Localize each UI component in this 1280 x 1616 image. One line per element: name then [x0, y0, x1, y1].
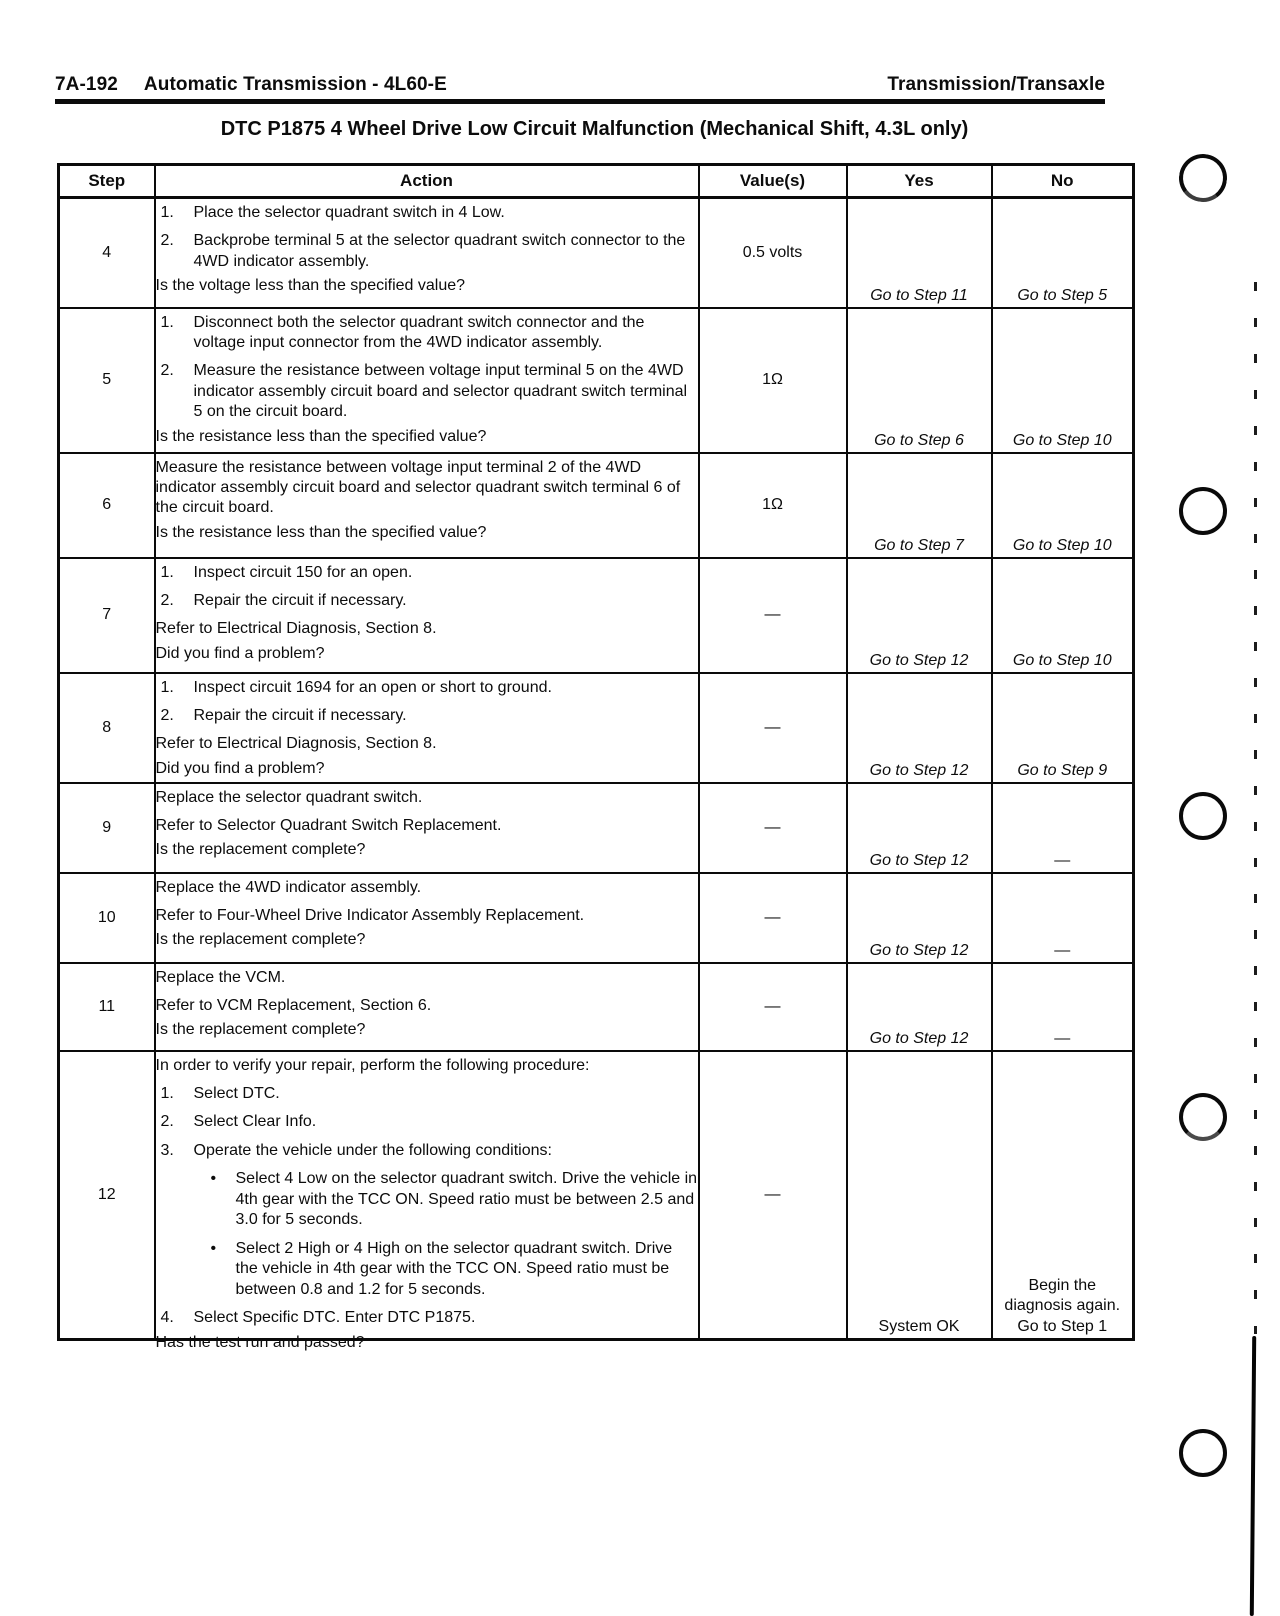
- binder-hole-icon: [1179, 792, 1227, 840]
- goto-text: —: [1054, 941, 1071, 959]
- action-cell: [155, 873, 699, 963]
- step-cell: 4: [59, 198, 155, 308]
- goto-text: Go to Step 10: [1012, 431, 1112, 449]
- action-item: [156, 203, 698, 223]
- list-number: 4.: [160, 1309, 174, 1327]
- action-text: Disconnect both the selector quadrant switch connector and the voltage input connector from the 4WD indicator assembly.: [193, 313, 645, 351]
- goto-text: Go to Step 9: [1017, 761, 1108, 779]
- value-cell: —: [699, 558, 847, 673]
- goto-text: Go to Step 6: [874, 431, 964, 449]
- action-item: [156, 678, 698, 698]
- yes-cell: [847, 963, 992, 1051]
- action-item: Refer to Selector Quadrant Switch Replacement.: [155, 816, 502, 834]
- step-cell: 6: [59, 453, 155, 558]
- action-text: Select 2 High or 4 High on the selector quadrant switch. Drive the vehicle in 4th gear with the TCC ON. Speed ratio must be between 0.8 and 1.2 for 5 seconds.: [235, 1239, 673, 1298]
- step-cell: 10: [59, 873, 155, 963]
- list-number: 2.: [160, 362, 174, 380]
- scan-edge-line: [1250, 1336, 1256, 1616]
- table-row: [59, 963, 1134, 1051]
- header-divider-rule: [55, 99, 1105, 104]
- action-cell: [155, 453, 699, 558]
- goto-text: —: [1054, 1029, 1071, 1047]
- table-row: [59, 558, 1134, 673]
- goto-text: Go to Step 7: [874, 536, 964, 554]
- binder-hole-icon: [1176, 151, 1230, 205]
- action-item: [156, 1112, 698, 1132]
- action-content: [155, 309, 698, 445]
- no-cell: [992, 673, 1134, 783]
- action-cell: [155, 1051, 699, 1351]
- action-item: [156, 1308, 698, 1328]
- goto-text: Go to Step 10: [1012, 651, 1112, 669]
- column-header: Action: [155, 165, 699, 198]
- goto-text: —: [1054, 851, 1071, 869]
- scan-dash-line: [1254, 282, 1257, 1334]
- table-header-row: [59, 165, 1134, 198]
- table-row: [59, 308, 1134, 453]
- table-body: [59, 198, 1134, 1351]
- table-row: [59, 198, 1134, 308]
- list-number: 1.: [160, 678, 174, 696]
- action-item: Is the resistance less than the specified value?: [155, 427, 487, 445]
- action-cell: [155, 558, 699, 673]
- bullet-icon: •: [210, 1239, 217, 1257]
- action-item: Refer to Electrical Diagnosis, Section 8.: [155, 620, 437, 638]
- action-text: Inspect circuit 150 for an open.: [193, 563, 413, 581]
- action-item: Is the replacement complete?: [155, 1021, 366, 1039]
- action-content: [155, 1052, 698, 1351]
- action-cell: [155, 308, 699, 453]
- step-cell: 7: [59, 558, 155, 673]
- action-text: Select Specific DTC. Enter DTC P1875.: [193, 1309, 476, 1327]
- step-cell: 9: [59, 783, 155, 873]
- action-text: Operate the vehicle under the following conditions:: [193, 1141, 552, 1159]
- binder-hole-icon: [1179, 1429, 1227, 1477]
- action-item: [156, 591, 698, 611]
- action-cell: [155, 963, 699, 1051]
- binder-hole-icon: [1179, 1093, 1227, 1141]
- action-item: Replace the 4WD indicator assembly.: [155, 878, 422, 896]
- action-text: Select Clear Info.: [193, 1113, 317, 1131]
- action-content: [156, 874, 698, 950]
- action-cell: [155, 673, 699, 783]
- goto-text: Go to Step 1: [1017, 1318, 1108, 1336]
- action-item: In order to verify your repair, perform the following procedure:: [155, 1056, 590, 1074]
- action-item: [156, 313, 698, 354]
- action-item: Did you find a problem?: [155, 759, 325, 777]
- action-item: [211, 1169, 698, 1230]
- action-item: [156, 563, 698, 583]
- yes-cell: [847, 558, 992, 673]
- action-item: [156, 1141, 698, 1161]
- list-number: 3.: [160, 1141, 174, 1159]
- table-title: DTC P1875 4 Wheel Drive Low Circuit Malfunction (Mechanical Shift, 4.3L only): [220, 118, 969, 140]
- diagnostic-table: [57, 163, 1135, 1351]
- step-cell: 8: [59, 673, 155, 783]
- page-number: 7A-192: [55, 74, 118, 95]
- no-cell: [992, 308, 1134, 453]
- action-item: Replace the VCM.: [155, 968, 286, 986]
- page-header-left: [55, 74, 447, 96]
- action-item: Did you find a problem?: [155, 644, 325, 662]
- list-number: 1.: [160, 1084, 174, 1102]
- action-cell: [155, 198, 699, 308]
- action-text: Inspect circuit 1694 for an open or short to ground.: [193, 678, 552, 696]
- yes-cell: [847, 673, 992, 783]
- yes-cell: [847, 783, 992, 873]
- action-item: Measure the resistance between voltage input terminal 2 of the 4WD indicator assembly circuit board and selector quadrant switch terminal 6 of the circuit board.: [155, 458, 681, 517]
- goto-text: Go to Step 12: [869, 651, 969, 669]
- goto-text: System OK: [878, 1318, 960, 1336]
- no-cell: [992, 1051, 1134, 1340]
- column-header: Value(s): [699, 165, 847, 198]
- value-cell: —: [699, 963, 847, 1051]
- action-text: Select 4 Low on the selector quadrant switch. Drive the vehicle in 4th gear with the TCC ON. Speed ratio must be between 2.5 and 3.0 for 5 seconds.: [235, 1170, 698, 1229]
- action-item: [156, 1084, 698, 1104]
- step-cell: 11: [59, 963, 155, 1051]
- no-cell: [992, 783, 1134, 873]
- yes-cell: [847, 308, 992, 453]
- transaxle-title: Transmission/Transaxle: [887, 74, 1105, 95]
- section-title: Automatic Transmission - 4L60-E: [143, 74, 447, 95]
- goto-text: Go to Step 12: [869, 851, 969, 869]
- list-number: 1.: [160, 563, 174, 581]
- action-item: [156, 361, 698, 422]
- list-number: 2.: [160, 1113, 174, 1131]
- action-item: Has the test run and passed?: [155, 1333, 365, 1351]
- list-number: 2.: [160, 591, 174, 609]
- list-number: 2.: [160, 232, 174, 250]
- table-row: [59, 873, 1134, 963]
- goto-text: Go to Step 5: [1017, 286, 1108, 304]
- no-cell: [992, 198, 1134, 308]
- action-content: [156, 454, 698, 545]
- goto-text: Go to Step 12: [869, 761, 969, 779]
- action-text: Select DTC.: [193, 1084, 280, 1102]
- action-text: Measure the resistance between voltage input terminal 5 on the 4WD indicator assembly circuit board and selector quadrant switch terminal 5 on the circuit board.: [193, 362, 688, 421]
- table-row: [59, 453, 1134, 558]
- bullet-icon: •: [210, 1170, 217, 1188]
- action-text: Repair the circuit if necessary.: [193, 591, 407, 609]
- action-item: Refer to VCM Replacement, Section 6.: [155, 996, 432, 1014]
- action-content: [156, 964, 698, 1038]
- goto-text: Begin the diagnosis again.: [1004, 1276, 1121, 1315]
- value-cell: —: [699, 873, 847, 963]
- list-number: 1.: [160, 313, 174, 331]
- action-cell: [155, 783, 699, 873]
- value-cell: —: [699, 1051, 847, 1340]
- action-content: [156, 559, 698, 660]
- list-number: 2.: [160, 706, 174, 724]
- action-content: [155, 674, 698, 777]
- table-row: [59, 673, 1134, 783]
- action-item: Is the resistance less than the specified value?: [155, 523, 487, 541]
- action-item: Is the replacement complete?: [155, 931, 366, 949]
- yes-cell: [847, 198, 992, 308]
- step-cell: 5: [59, 308, 155, 453]
- action-content: [156, 199, 698, 295]
- action-item: Replace the selector quadrant switch.: [155, 788, 423, 806]
- action-text: Repair the circuit if necessary.: [193, 706, 407, 724]
- column-header: No: [992, 165, 1134, 198]
- value-cell: 1Ω: [699, 308, 847, 453]
- yes-cell: [847, 453, 992, 558]
- goto-text: Go to Step 10: [1012, 536, 1112, 554]
- action-content: [156, 784, 698, 860]
- header-row: [59, 165, 1134, 198]
- action-text: Backprobe terminal 5 at the selector quadrant switch connector to the 4WD indicator assembly.: [193, 232, 686, 270]
- table-row: [59, 783, 1134, 873]
- no-cell: [992, 963, 1134, 1051]
- action-item: Refer to Four-Wheel Drive Indicator Assembly Replacement.: [155, 906, 585, 924]
- value-cell: 1Ω: [699, 453, 847, 558]
- step-cell: 12: [59, 1051, 155, 1340]
- value-cell: —: [699, 673, 847, 783]
- yes-cell: [847, 873, 992, 963]
- list-number: 1.: [160, 204, 174, 221]
- goto-text: Go to Step 12: [869, 1029, 969, 1047]
- action-item: Is the replacement complete?: [155, 841, 366, 859]
- value-cell: —: [699, 783, 847, 873]
- no-cell: [992, 453, 1134, 558]
- action-item: [211, 1239, 698, 1300]
- binder-hole-icon: [1179, 487, 1227, 535]
- action-item: [156, 231, 698, 272]
- value-cell: 0.5 volts: [699, 198, 847, 308]
- action-item: Refer to Electrical Diagnosis, Section 8.: [155, 735, 437, 753]
- goto-text: Go to Step 11: [870, 286, 968, 304]
- yes-cell: [847, 1051, 992, 1340]
- action-item: Is the voltage less than the specified value?: [155, 277, 466, 295]
- goto-text: Go to Step 12: [869, 941, 969, 959]
- action-item: [156, 706, 698, 726]
- column-header: Yes: [847, 165, 992, 198]
- column-header: Step: [59, 165, 155, 198]
- page-header: [55, 74, 1105, 96]
- no-cell: [992, 873, 1134, 963]
- action-text: Place the selector quadrant switch in 4 Low.: [193, 204, 505, 221]
- no-cell: [992, 558, 1134, 673]
- table-row: [59, 1051, 1134, 1340]
